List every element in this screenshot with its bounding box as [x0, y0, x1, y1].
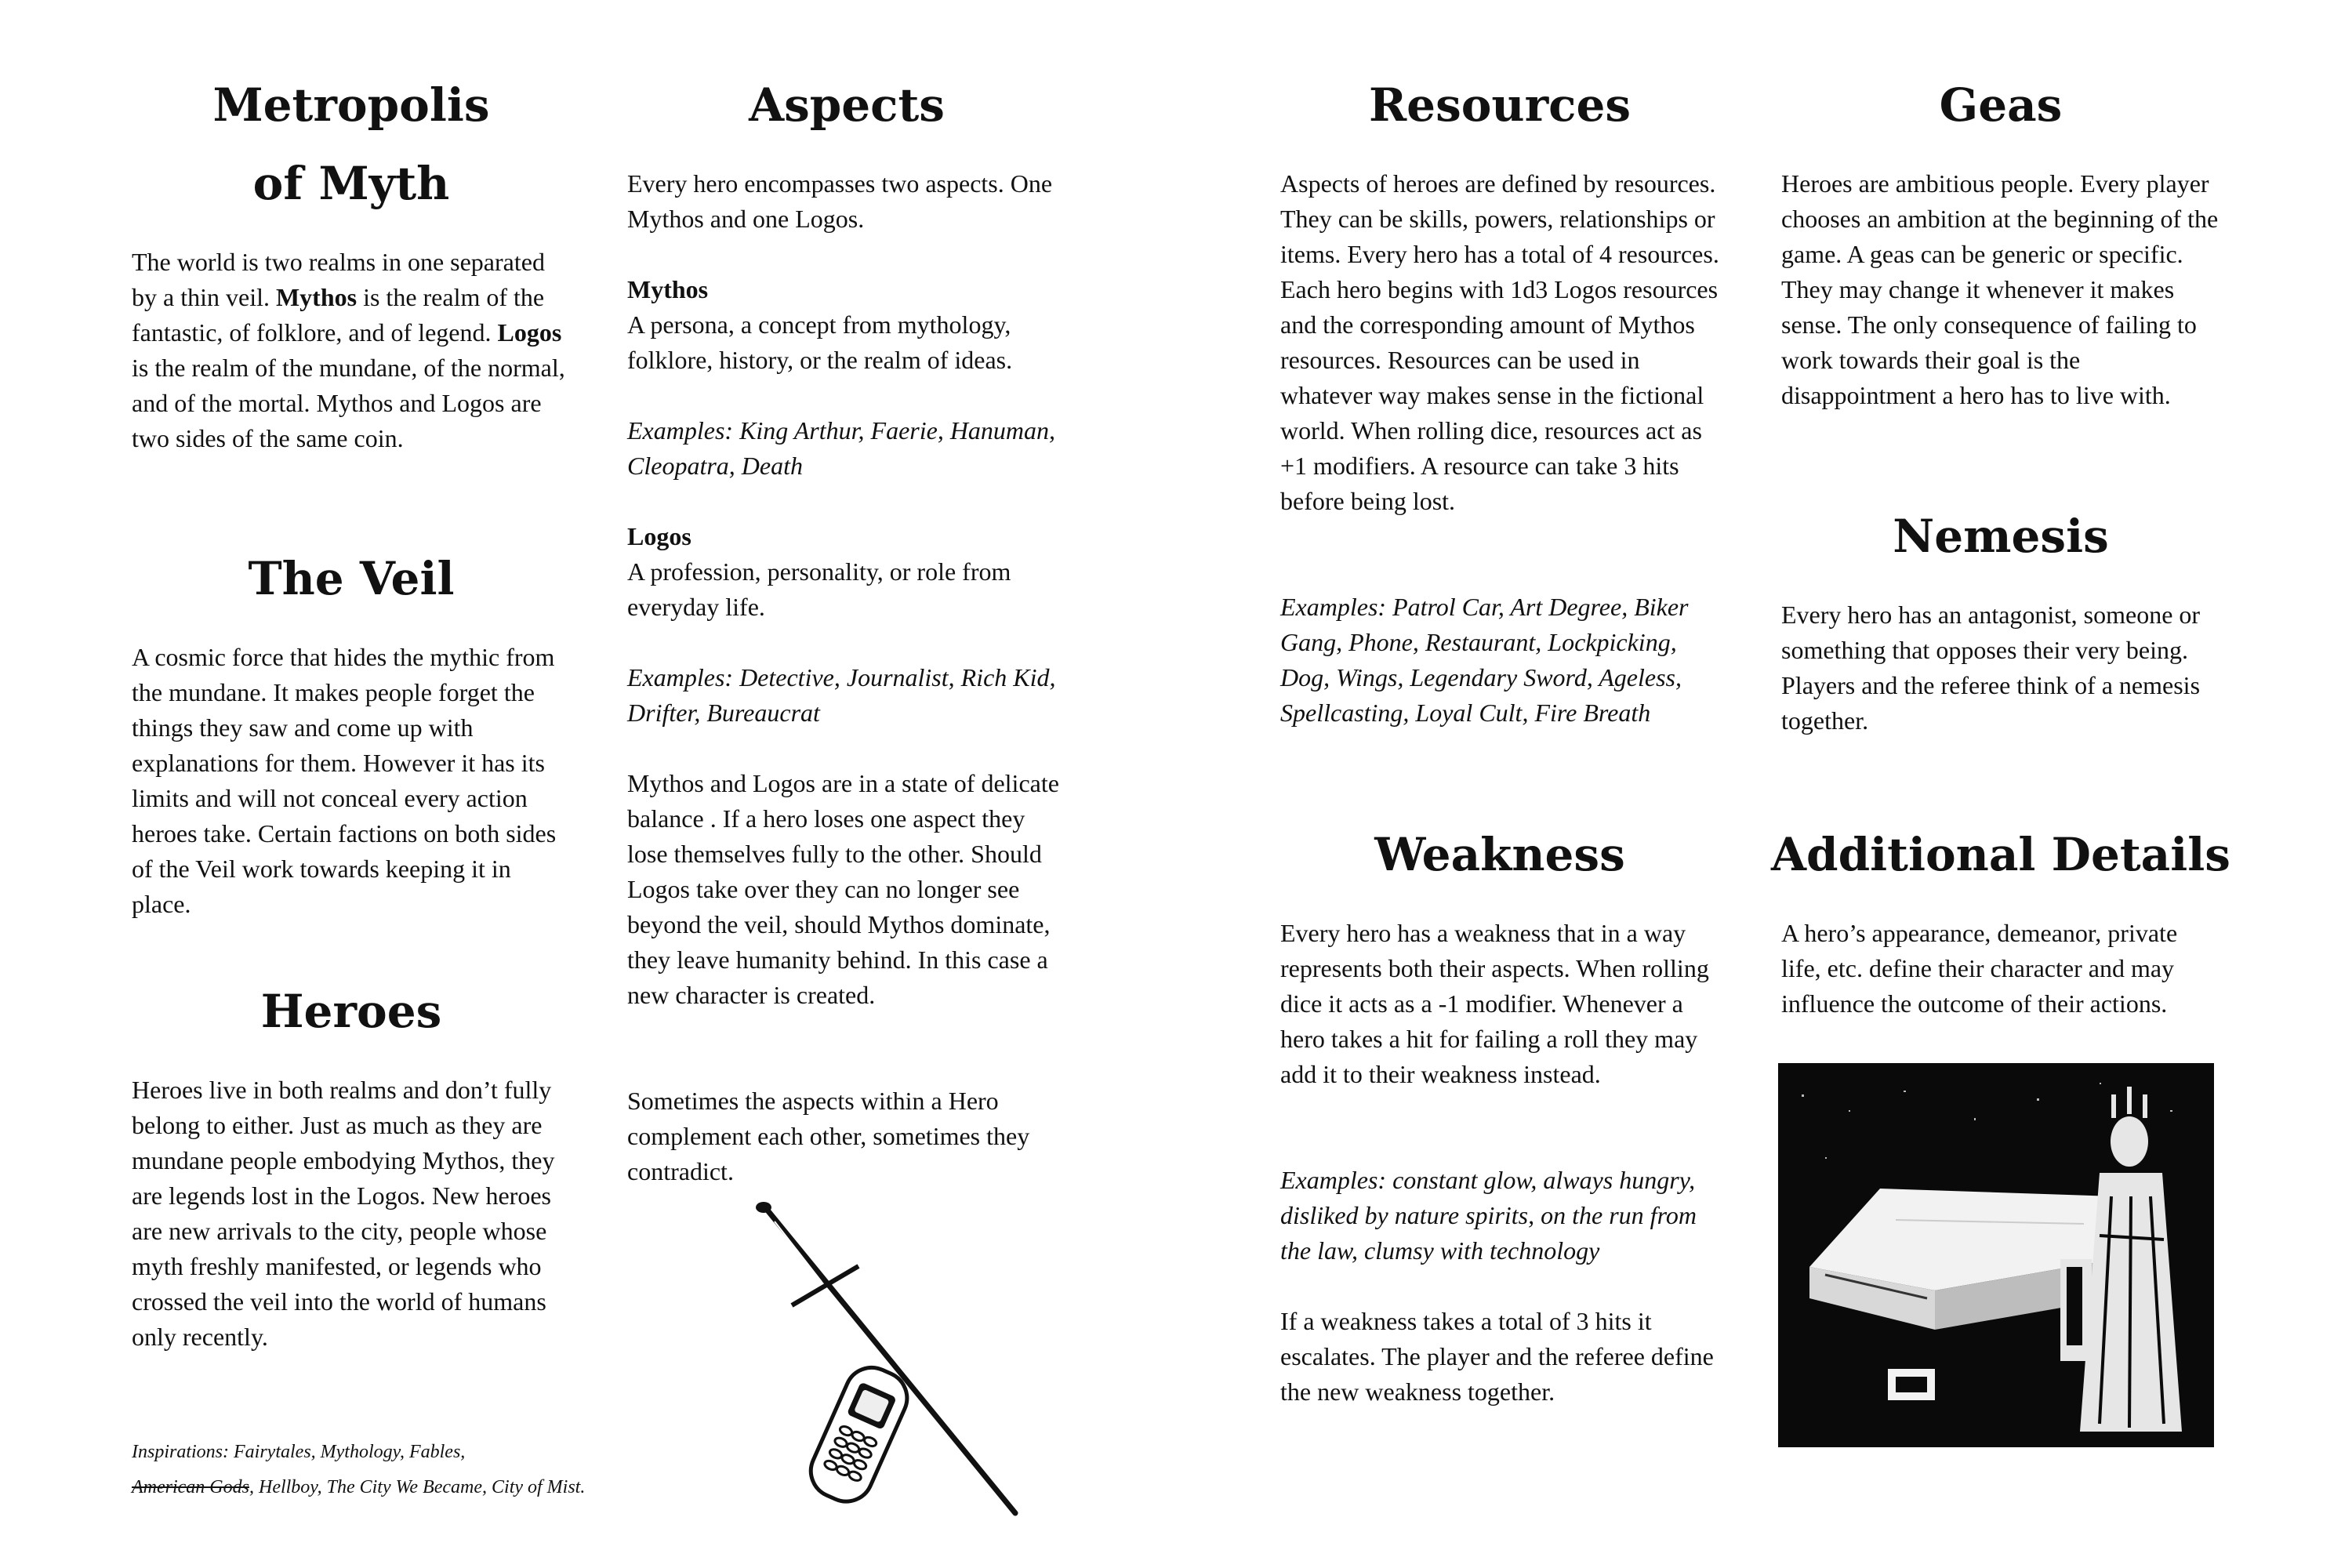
weakness-escalation: If a weakness takes a total of 3 hits it escalates. The player and the referee define the new weakness together. — [1280, 1307, 1714, 1406]
intro-text-a: The world is two realms in one separated by a thin veil. — [132, 248, 545, 311]
resources-examples: Examples: Patrol Car, Art Degree, Biker Gang, Phone, Restaurant, Lockpicking, Dog, Wings, Legendary Sword, Ageless, Spellcasting, Loyal Cult, Fire Breath — [1280, 593, 1689, 727]
veil-heading: The Veil — [248, 552, 455, 605]
mythos-examples: Examples: King Arthur, Faerie, Hanuman, Cleopatra, Death — [627, 416, 1056, 480]
page-title-line-1: Metropolis — [212, 78, 490, 132]
mythos-description: A persona, a concept from mythology, folklore, history, or the realm of ideas. — [627, 310, 1013, 374]
details-paragraph: A hero’s appearance, demeanor, private life, etc. define their character and may influence the outcome of their actions. — [1781, 919, 2178, 1018]
page-title-line-2: of Myth — [252, 157, 450, 210]
nemesis-heading: Nemesis — [1893, 510, 2109, 563]
logos-examples: Examples: Detective, Journalist, Rich Kid, Drifter, Bureaucrat — [627, 663, 1056, 727]
weakness-examples: Examples: constant glow, always hungry, disliked by nature spirits, on the run from the law, clumsy with technology — [1280, 1166, 1697, 1265]
heroes-paragraph: Heroes live in both realms and don’t fully belong to either. Just as much as they are mundane people embodying Mythos, they are legends lost in the Logos. New heroes are new arrivals to the city, people whose myth freshly manifested, or legends who crossed the veil into the world of humans only recently. — [132, 1076, 555, 1351]
logos-label: Logos — [627, 522, 691, 550]
geas-heading: Geas — [1939, 78, 2063, 132]
weakness-heading: Weakness — [1374, 828, 1625, 881]
aspects-heading: Aspects — [749, 78, 945, 132]
balance-paragraph: Mythos and Logos are in a state of delicate balance . If a hero loses one aspect they lose themselves fully to the other. Should Logos take over they can no longer see beyond the veil, should Mythos dominate, they leave humanity behind. In this case a new character is created. — [627, 769, 1059, 1009]
geas-paragraph: Heroes are ambitious people. Every player chooses an ambition at the beginning of the game. A geas can be generic or specific. They may change it whenever it makes sense. The only consequence of failing to work towards their goal is the disappointment a hero has to live with. — [1781, 169, 2219, 409]
intro-text-b: is the realm of the fantastic, of folklore, and of legend. — [132, 283, 545, 347]
intro-mythos-term: Mythos — [275, 283, 358, 311]
veil-paragraph: A cosmic force that hides the mythic from the mundane. It makes people forget the things they saw and come up with explanations for them. However it has its limits and will not conceal every action heroes take. Certain factions on both sides of the Veil work towards keeping it in place. — [132, 643, 557, 918]
aspects-intro: Every hero encompasses two aspects. One Mythos and one Logos. — [627, 169, 1053, 233]
statue-photo — [1778, 1063, 2214, 1447]
logos-description: A profession, personality, or role from everyday life. — [627, 557, 1011, 621]
mythos-label: Mythos — [627, 275, 709, 303]
nemesis-paragraph: Every hero has an antagonist, someone or something that opposes their very being. Players and the referee think of a nemesis together. — [1781, 601, 2201, 735]
inspirations-line-2 — [132, 1470, 585, 1505]
weakness-paragraph: Every hero has a weakness that in a way represents both their aspects. When rolling dice it acts as a -1 modifier. Whenever a hero takes a hit for failing a roll they may add it to their weakness instead. — [1280, 919, 1709, 1088]
resources-paragraph: Aspects of heroes are defined by resources. They can be skills, powers, relationships or items. Every hero has a total of 4 resources. Each hero begins with 1d3 Logos resources and the corresponding amount of Mythos resources. Resources can be used in whatever way makes sense in the fictional world. When rolling dice, resources act as +1 modifiers. A resource can take 3 hits before being lost. — [1280, 169, 1719, 515]
intro-logos-term: Logos — [497, 318, 562, 347]
inspirations-line-1: Inspirations: Fairytales, Mythology, Fables, — [132, 1442, 466, 1462]
resources-heading: Resources — [1368, 78, 1632, 132]
struck-title: American Gods — [132, 1477, 249, 1497]
complement-paragraph: Sometimes the aspects within a Hero complement each other, sometimes they contradict. — [627, 1087, 1030, 1185]
details-heading: Additional Details — [1771, 828, 2230, 881]
intro-text-c: is the realm of the mundane, of the normal, and of the mortal. Mythos and Logos are two sides of the same coin. — [132, 354, 565, 452]
inspirations-rest: , Hellboy, The City We Became, City of Mist. — [249, 1477, 586, 1497]
intro-paragraph — [132, 245, 571, 456]
heroes-heading: Heroes — [260, 985, 442, 1038]
sword-and-phone-illustration — [729, 1200, 1043, 1529]
